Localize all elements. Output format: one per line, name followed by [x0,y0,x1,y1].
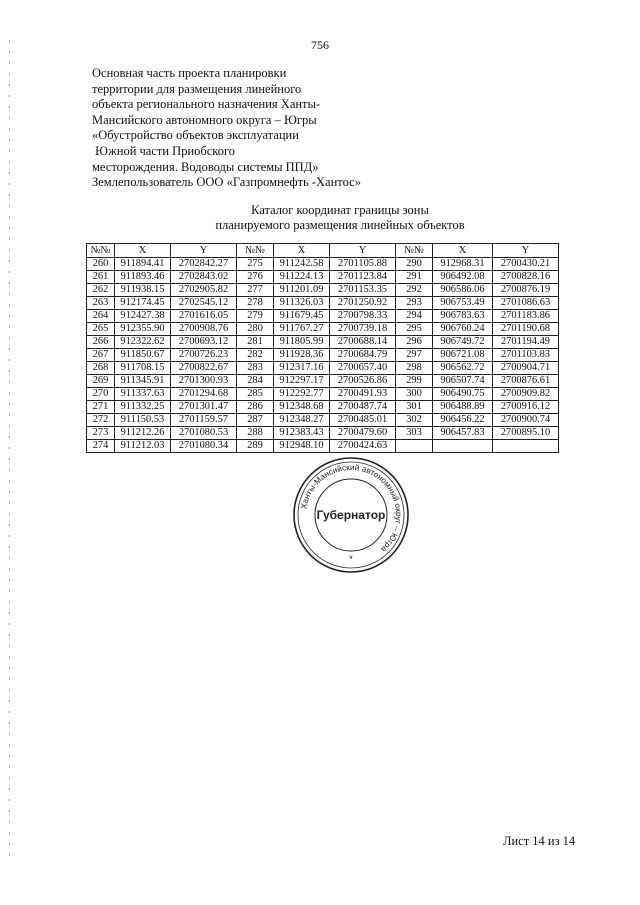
column-header: X [433,244,493,258]
table-row [87,388,559,401]
table-cell: 268 [87,362,115,375]
header-line: «Обустройство объектов эксплуатации [92,128,299,143]
table-cell: 2702843.02 [171,271,237,284]
table-cell: 2701103.83 [493,349,559,362]
table-cell: 2701250.92 [330,297,396,310]
table-cell: 281 [237,336,274,349]
table-cell: 302 [396,414,433,427]
table-cell: 2701616.05 [171,310,237,323]
table-cell: 293 [396,297,433,310]
table-cell: 2701080.53 [171,427,237,440]
table-cell: 2700904.71 [493,362,559,375]
table-cell: 2700895.10 [493,427,559,440]
table-cell: 2701194.49 [493,336,559,349]
table-cell: 911850.67 [115,349,171,362]
table-cell: 2700726.23 [171,349,237,362]
table-cell: 298 [396,362,433,375]
table-row [87,336,559,349]
table-row [87,297,559,310]
table-cell: 272 [87,414,115,427]
table-cell: 911679.45 [274,310,330,323]
table-cell: 286 [237,401,274,414]
table-cell: 912427.38 [115,310,171,323]
column-header: №№ [237,244,274,258]
table-cell: 261 [87,271,115,284]
table-cell: 2700916.12 [493,401,559,414]
table-cell: 912383.43 [274,427,330,440]
header-line: территории для размещения линейного [92,81,302,96]
table-cell: 906760.24 [433,323,493,336]
table-cell: 906507.74 [433,375,493,388]
table-cell: 912968.31 [433,258,493,271]
table-body [87,258,559,453]
table-cell: 911224.13 [274,271,330,284]
table-cell: 2701190.68 [493,323,559,336]
table-cell: 2700657.40 [330,362,396,375]
table-cell: 282 [237,349,274,362]
table-cell: 285 [237,388,274,401]
table-cell: 911212.26 [115,427,171,440]
table-cell: 270 [87,388,115,401]
table-cell: 262 [87,284,115,297]
table-cell: 273 [87,427,115,440]
table-row [87,440,559,453]
table-cell: 290 [396,258,433,271]
table-cell: 2701080.34 [171,440,237,453]
table-cell: 911242.58 [274,258,330,271]
table-cell: 300 [396,388,433,401]
table-cell: 911767.27 [274,323,330,336]
table-cell: 2700693.12 [171,336,237,349]
table-cell: 912317.16 [274,362,330,375]
table-cell: 911201.09 [274,284,330,297]
table-cell: 906586.06 [433,284,493,297]
table-cell: 911212.03 [115,440,171,453]
coordinates-table [86,243,559,453]
table-cell: 2700900.74 [493,414,559,427]
header-line: Основная часть проекта планировки [92,66,287,80]
table-cell: 906457.83 [433,427,493,440]
table-cell: 2701153.35 [330,284,396,297]
table-row [87,375,559,388]
table-cell: 269 [87,375,115,388]
table-cell: 2701300.93 [171,375,237,388]
table-cell: 2701294.68 [171,388,237,401]
table-cell [493,440,559,453]
table-cell: 912297.17 [274,375,330,388]
table-cell: 906490.75 [433,388,493,401]
table-cell: 297 [396,349,433,362]
table-cell: 906721.08 [433,349,493,362]
table-cell: 2700739.18 [330,323,396,336]
table-cell: 296 [396,336,433,349]
header-line: Мансийского автономного округа – Югры [92,112,317,127]
table-row [87,258,559,271]
column-header: X [115,244,171,258]
table-cell: 278 [237,297,274,310]
table-cell: 2701183.86 [493,310,559,323]
table-cell: 275 [237,258,274,271]
table-cell: 2700684.79 [330,349,396,362]
table-row [87,349,559,362]
table-cell: 2700487.74 [330,401,396,414]
table-cell: 264 [87,310,115,323]
table-cell: 2700822.67 [171,362,237,375]
table-cell: 912322.62 [115,336,171,349]
table-cell: 284 [237,375,274,388]
table-cell: 2702842.27 [171,258,237,271]
table-cell: 2700876.19 [493,284,559,297]
table-cell: 283 [237,362,274,375]
table-cell: 911150.53 [115,414,171,427]
header-line: месторождения. Водоводы системы ППД» [92,159,319,174]
seal-ring-text: Ханты-Мансийский автономный округ – Югра [299,462,404,554]
table-cell: 911893.46 [115,271,171,284]
page-number: 756 [311,38,329,52]
table-cell: 277 [237,284,274,297]
table-cell: 303 [396,427,433,440]
table-cell: 911805.99 [274,336,330,349]
table-cell: 2701123.84 [330,271,396,284]
governor-seal [291,455,411,575]
table-cell: 271 [87,401,115,414]
table-cell: 267 [87,349,115,362]
table-cell: 906562.72 [433,362,493,375]
table-cell: 274 [87,440,115,453]
table-cell: 260 [87,258,115,271]
catalog-title-line: планируемого размещения линейных объектов [215,218,465,232]
table-cell: 2700424.63 [330,440,396,453]
table-row [87,362,559,375]
table-cell: 912174.45 [115,297,171,310]
table-cell: 287 [237,414,274,427]
table-cell: 2700908.76 [171,323,237,336]
table-cell: 279 [237,310,274,323]
table-cell: 280 [237,323,274,336]
table-cell: 2700485.01 [330,414,396,427]
table-cell: 906753.49 [433,297,493,310]
table-cell: 2700876.61 [493,375,559,388]
table-cell: 912355.90 [115,323,171,336]
table-cell [396,440,433,453]
table-cell: 911894.41 [115,258,171,271]
table-cell: 2700430.21 [493,258,559,271]
sheet-number: Лист 14 из 14 [503,834,576,848]
table-cell: 2701105.88 [330,258,396,271]
table-header-row [87,244,559,258]
table-row [87,310,559,323]
table-cell: 912292.77 [274,388,330,401]
column-header: X [274,244,330,258]
table-cell: 911345.91 [115,375,171,388]
column-header: Y [330,244,396,258]
table-cell: 294 [396,310,433,323]
column-header: №№ [396,244,433,258]
table-cell: 912348.68 [274,401,330,414]
seal-center-text: Губернатор [316,508,386,522]
table-cell: 906492.08 [433,271,493,284]
header-line: объекта регионального назначения Ханты- [92,97,321,112]
table-cell: 906783.63 [433,310,493,323]
catalog-title-line: Каталог координат границы зоны [251,203,429,217]
header-line: Южной части Приобского [92,143,236,158]
table-cell: 288 [237,427,274,440]
table-cell: 2701086.63 [493,297,559,310]
table-cell: 911332.25 [115,401,171,414]
table-cell: 906456.22 [433,414,493,427]
table-cell: 2700688.14 [330,336,396,349]
table-cell: 266 [87,336,115,349]
table-cell: 265 [87,323,115,336]
table-cell: 2702905.82 [171,284,237,297]
table-cell: 2700491.93 [330,388,396,401]
table-cell: 2700798.33 [330,310,396,323]
table-cell: 2701301.47 [171,401,237,414]
catalog-title [160,203,520,233]
table-cell: 2700479.60 [330,427,396,440]
table-cell [433,440,493,453]
scan-edge-marks [8,40,11,860]
table-cell: 291 [396,271,433,284]
table-cell: 911326.03 [274,297,330,310]
table-cell: 906749.72 [433,336,493,349]
table-cell: 263 [87,297,115,310]
table-cell: 912948.10 [274,440,330,453]
table-cell: 276 [237,271,274,284]
column-header: Y [171,244,237,258]
header-line: Землепользователь ООО «Газпромнефть -Хантос» [92,175,361,190]
table-cell: 295 [396,323,433,336]
table-cell: 289 [237,440,274,453]
table-row [87,401,559,414]
table-cell: 2702545.12 [171,297,237,310]
table-cell: 906488.89 [433,401,493,414]
table-row [87,414,559,427]
table-row [87,323,559,336]
table-cell: 2700828.16 [493,271,559,284]
document-header [92,66,392,191]
table-cell: 911928.36 [274,349,330,362]
table-cell: 911708.15 [115,362,171,375]
table-row [87,284,559,297]
table-cell: 911337.63 [115,388,171,401]
table-cell: 2700909.82 [493,388,559,401]
table-row [87,427,559,440]
table-cell: 292 [396,284,433,297]
table-cell: 912348.27 [274,414,330,427]
table-cell: 301 [396,401,433,414]
table-cell: 299 [396,375,433,388]
table-cell: 2701159.57 [171,414,237,427]
seal-star: * [349,554,353,564]
table-cell: 2700526.86 [330,375,396,388]
column-header: Y [493,244,559,258]
table-cell: 911938.15 [115,284,171,297]
column-header: №№ [87,244,115,258]
table-row [87,271,559,284]
